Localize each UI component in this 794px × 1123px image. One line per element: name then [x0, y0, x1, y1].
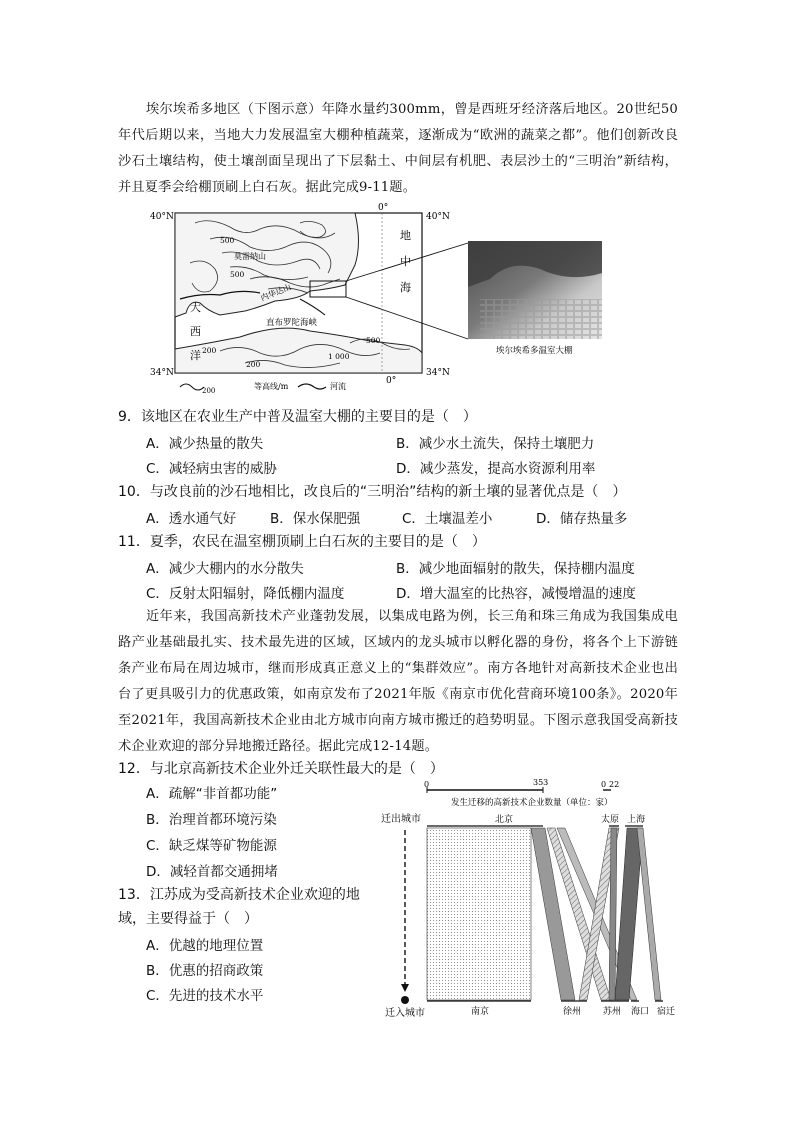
target-suzhou: 苏州: [603, 1007, 622, 1017]
q11-option-d[interactable]: D．增大温室的比热容，减慢增温的速度: [396, 586, 636, 602]
lon-bottom: 0°: [386, 376, 397, 386]
lat-bottom-right: 34°N: [426, 368, 450, 378]
location-map-figure: [150, 203, 620, 395]
lon-top: 0°: [378, 203, 389, 213]
contour-label-1000: 1 000: [328, 352, 350, 361]
q9-option-a[interactable]: A．减少热量的散失: [146, 436, 264, 452]
flow-shanghai-suqian: [637, 828, 661, 1000]
contour-label-200a: 200: [202, 346, 217, 355]
scale-353: 353: [533, 778, 549, 787]
contour-legend-icon: [180, 384, 204, 390]
q9-option-b[interactable]: B．减少水土流失，保持土壤肥力: [396, 436, 595, 452]
source-beijing: 北京: [495, 815, 514, 825]
q10-option-a[interactable]: A．透水通气好: [146, 511, 237, 527]
contour-label-500a: 500: [220, 236, 235, 245]
scale-22: 22: [609, 780, 620, 789]
target-xuzhou: 徐州: [563, 1007, 582, 1017]
q12-option-d[interactable]: D．减轻首都交通拥堵: [146, 864, 278, 880]
q11-option-a[interactable]: A．减少大棚内的水分散失: [146, 561, 304, 577]
sea-char-1: 地: [400, 229, 411, 242]
q11-option-b[interactable]: B．减少地面辐射的散失，保持棚内温度: [396, 561, 635, 577]
q10-option-c[interactable]: C．土壤温差小: [402, 511, 493, 527]
q10-option-d[interactable]: D．储存热量多: [536, 511, 628, 527]
q13-option-a[interactable]: A．优越的地理位置: [146, 938, 264, 954]
river-legend-icon: [298, 384, 326, 389]
q9-option-c[interactable]: C．减轻病虫害的威胁: [146, 461, 277, 477]
sea-char-3: 海: [400, 281, 411, 294]
mountain-label-nevada: 内华达山: [259, 282, 293, 303]
legend-river-label: 河流: [330, 382, 346, 391]
mountain-label-morena: 莫雷纳山: [234, 252, 266, 261]
lat-top-left: 40°N: [150, 212, 174, 222]
flow-beijing-nanjing: [427, 828, 531, 1000]
passage-2: 近年来，我国高新技术产业蓬勃发展，以集成电路为例，长三角和珠三角成为我国集成电路产业基础最扎实、技术最先进的区域，区域内的龙头城市以孵化器的身份，将各个上下游链条产业布局在周边城市，继而形成真正意义上的“集群效应”。南方各地针对高新技术企业也出台了更具吸引力的优惠政策，如南京发布了2021年版《南京市优化营商环境100条》。2020年至2021年，我国高新技术企业由北方城市向南方城市搬迁的趋势明显。下图示意我国受高新技术企业欢迎的部分异地搬迁路径。据此完成12-14题。: [118, 609, 678, 754]
q10-option-b[interactable]: B．保水保肥强: [270, 511, 361, 527]
legend-contour-value: 200: [202, 387, 216, 395]
q11-option-c[interactable]: C．反射太阳辐射，降低棚内温度: [146, 586, 345, 602]
q12-option-a[interactable]: A．疏解“非首都功能”: [146, 786, 278, 802]
q13-option-b[interactable]: B．优惠的招商政策: [146, 963, 264, 979]
contour-label-500b: 500: [230, 270, 245, 279]
lat-bottom-left: 34°N: [150, 368, 174, 378]
question-13-stem-line2: 域，主要得益于（ ）: [118, 911, 258, 927]
out-city-label: 迁出城市: [381, 814, 421, 825]
question-9-stem: 9．该地区在农业生产中普及温室大棚的主要目的是（ ）: [118, 409, 477, 425]
question-12-stem: 12．与北京高新技术企业外迁关联性最大的是（ ）: [118, 761, 444, 777]
flow-shanghai-suzhou: [615, 828, 643, 1000]
source-taiyuan: 太原: [601, 815, 620, 825]
greenhouse-photo: [468, 241, 602, 339]
target-haikou: 海口: [631, 1007, 650, 1017]
ocean-char-3: 洋: [190, 349, 201, 362]
contour-label-500c: 500: [366, 336, 381, 345]
sea-char-2: 中: [400, 255, 411, 268]
q12-option-b[interactable]: B．治理首都环境污染: [146, 812, 277, 828]
question-11-stem: 11．夏季，农民在温室棚顶刷上白石灰的主要目的是（ ）: [118, 534, 486, 550]
scale-0: 0: [424, 780, 430, 789]
in-city-label: 迁入城市: [385, 1008, 425, 1019]
question-10-stem: 10．与改良前的沙石地相比，改良后的“三明治”结构的新土壤的显著优点是（ ）: [118, 484, 627, 500]
photo-caption: 埃尔埃希多温室大棚: [496, 346, 573, 356]
in-city-dot: [401, 996, 409, 1004]
source-shanghai: 上海: [627, 815, 646, 825]
passage-1: 埃尔埃希多地区（下图示意）年降水量约300mm，曾是西班牙经济落后地区。20世纪50年代后期以来，当地大力发展温室大棚种植蔬菜，逐渐成为“欧洲的蔬菜之都”。他们创新改良沙石土壤结构，使土壤剖面呈现出了下层黏土、中间层有机肥、表层沙土的“三明治”新结构，并且夏季会给棚顶刷上白石灰。据此完成9-11题。: [118, 102, 678, 195]
contour-label-200b: 200: [246, 360, 261, 369]
target-nanjing: 南京: [471, 1007, 490, 1017]
ocean-char-1: 大: [190, 301, 201, 314]
enterprise-migration-diagram: [375, 778, 685, 1022]
legend-contour-label: 等高线/m: [254, 382, 289, 391]
question-13-stem-line1: 13．江苏成为受高新技术企业欢迎的地: [118, 887, 360, 903]
scale-0b: 0: [601, 780, 607, 789]
q13-option-c[interactable]: C．先进的技术水平: [146, 988, 264, 1004]
ocean-char-2: 西: [190, 325, 201, 338]
scale-title: 发生迁移的高新技术企业数量（单位：家）: [451, 798, 613, 808]
q9-option-d[interactable]: D．减少蒸发，提高水资源利用率: [396, 461, 596, 477]
lat-top-right: 40°N: [426, 212, 450, 222]
q12-option-c[interactable]: C．缺乏煤等矿物能源: [146, 838, 277, 854]
strait-label: 直布罗陀海峡: [266, 318, 318, 328]
target-suqian: 宿迁: [657, 1007, 676, 1017]
